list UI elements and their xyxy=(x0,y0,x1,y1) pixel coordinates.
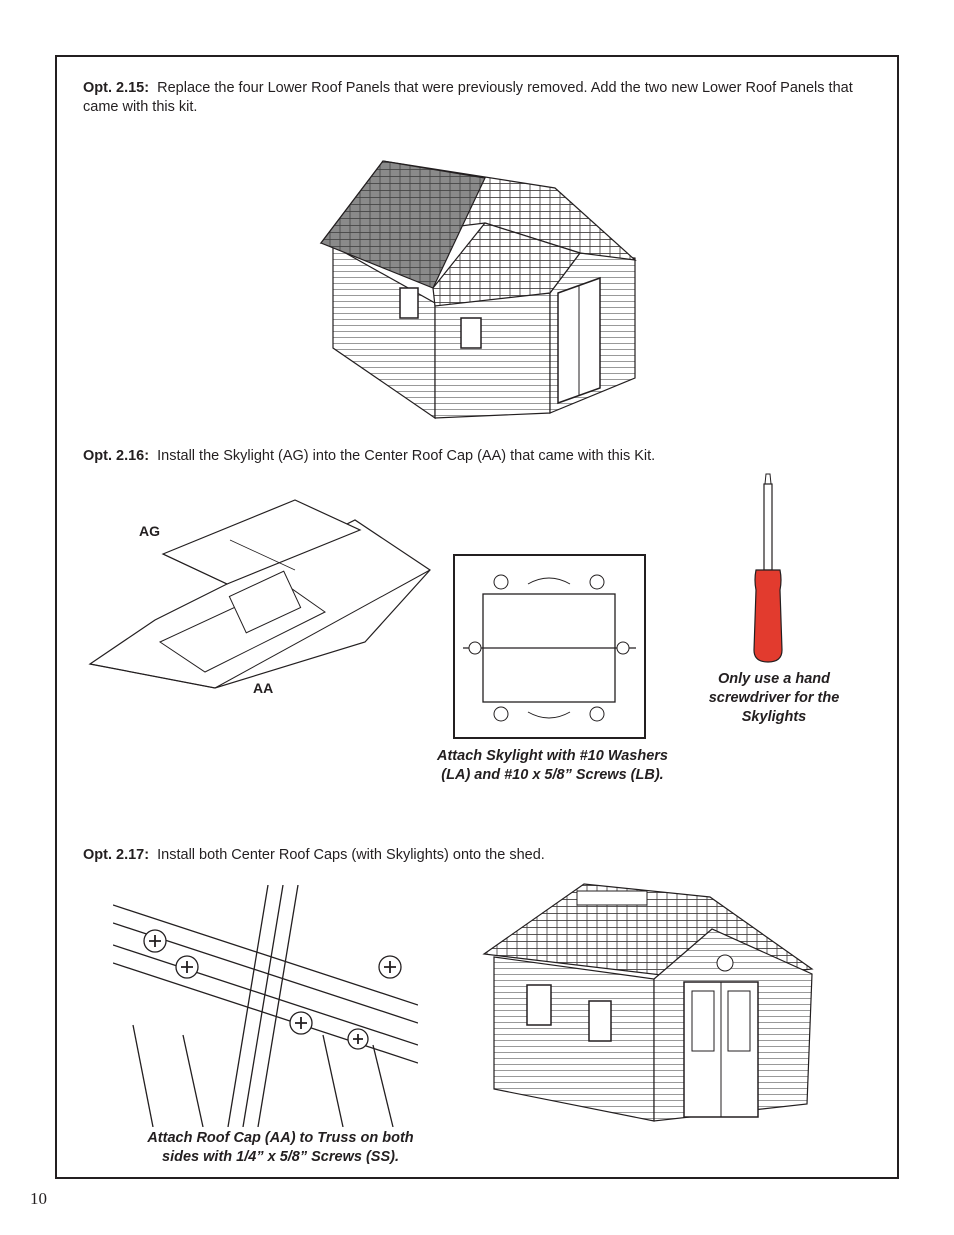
shed-with-lower-roof-panels-figure xyxy=(225,128,645,423)
step-id: Opt. 2.17: xyxy=(83,847,150,863)
skylight-top-view-figure xyxy=(453,554,646,739)
skylight-exploded-figure xyxy=(85,492,437,696)
page-number: 10 xyxy=(30,1189,47,1208)
label-aa: AA xyxy=(253,680,274,696)
step-id: Opt. 2.15: xyxy=(83,80,150,96)
step-2-16 xyxy=(83,447,863,466)
skylight-caption: Attach Skylight with #10 Washers (LA) and #10 x 5/8” Screws (LB). xyxy=(437,748,668,783)
roof-cap-caption: Attach Roof Cap (AA) to Truss on both sides with 1/4” x 5/8” Screws (SS). xyxy=(147,1130,414,1165)
shed-with-skylights-figure xyxy=(472,879,820,1127)
roof-cap-truss-detail-figure xyxy=(113,885,418,1127)
step-text: Install the Skylight (AG) into the Center Roof Cap (AA) that came with this Kit. xyxy=(157,448,656,464)
step-text: Replace the four Lower Roof Panels that were previously removed. Add the two new Lower Roof Panels that came with this kit. xyxy=(83,80,853,115)
step-2-15 xyxy=(83,79,853,117)
screwdriver-icon xyxy=(748,470,788,666)
step-text: Install both Center Roof Caps (with Skylights) onto the shed. xyxy=(157,847,545,863)
step-2-17 xyxy=(83,846,863,865)
label-ag: AG xyxy=(139,523,160,539)
step-id: Opt. 2.16: xyxy=(83,448,150,464)
screwdriver-caption: Only use a hand screwdriver for the Skylights xyxy=(708,671,840,725)
